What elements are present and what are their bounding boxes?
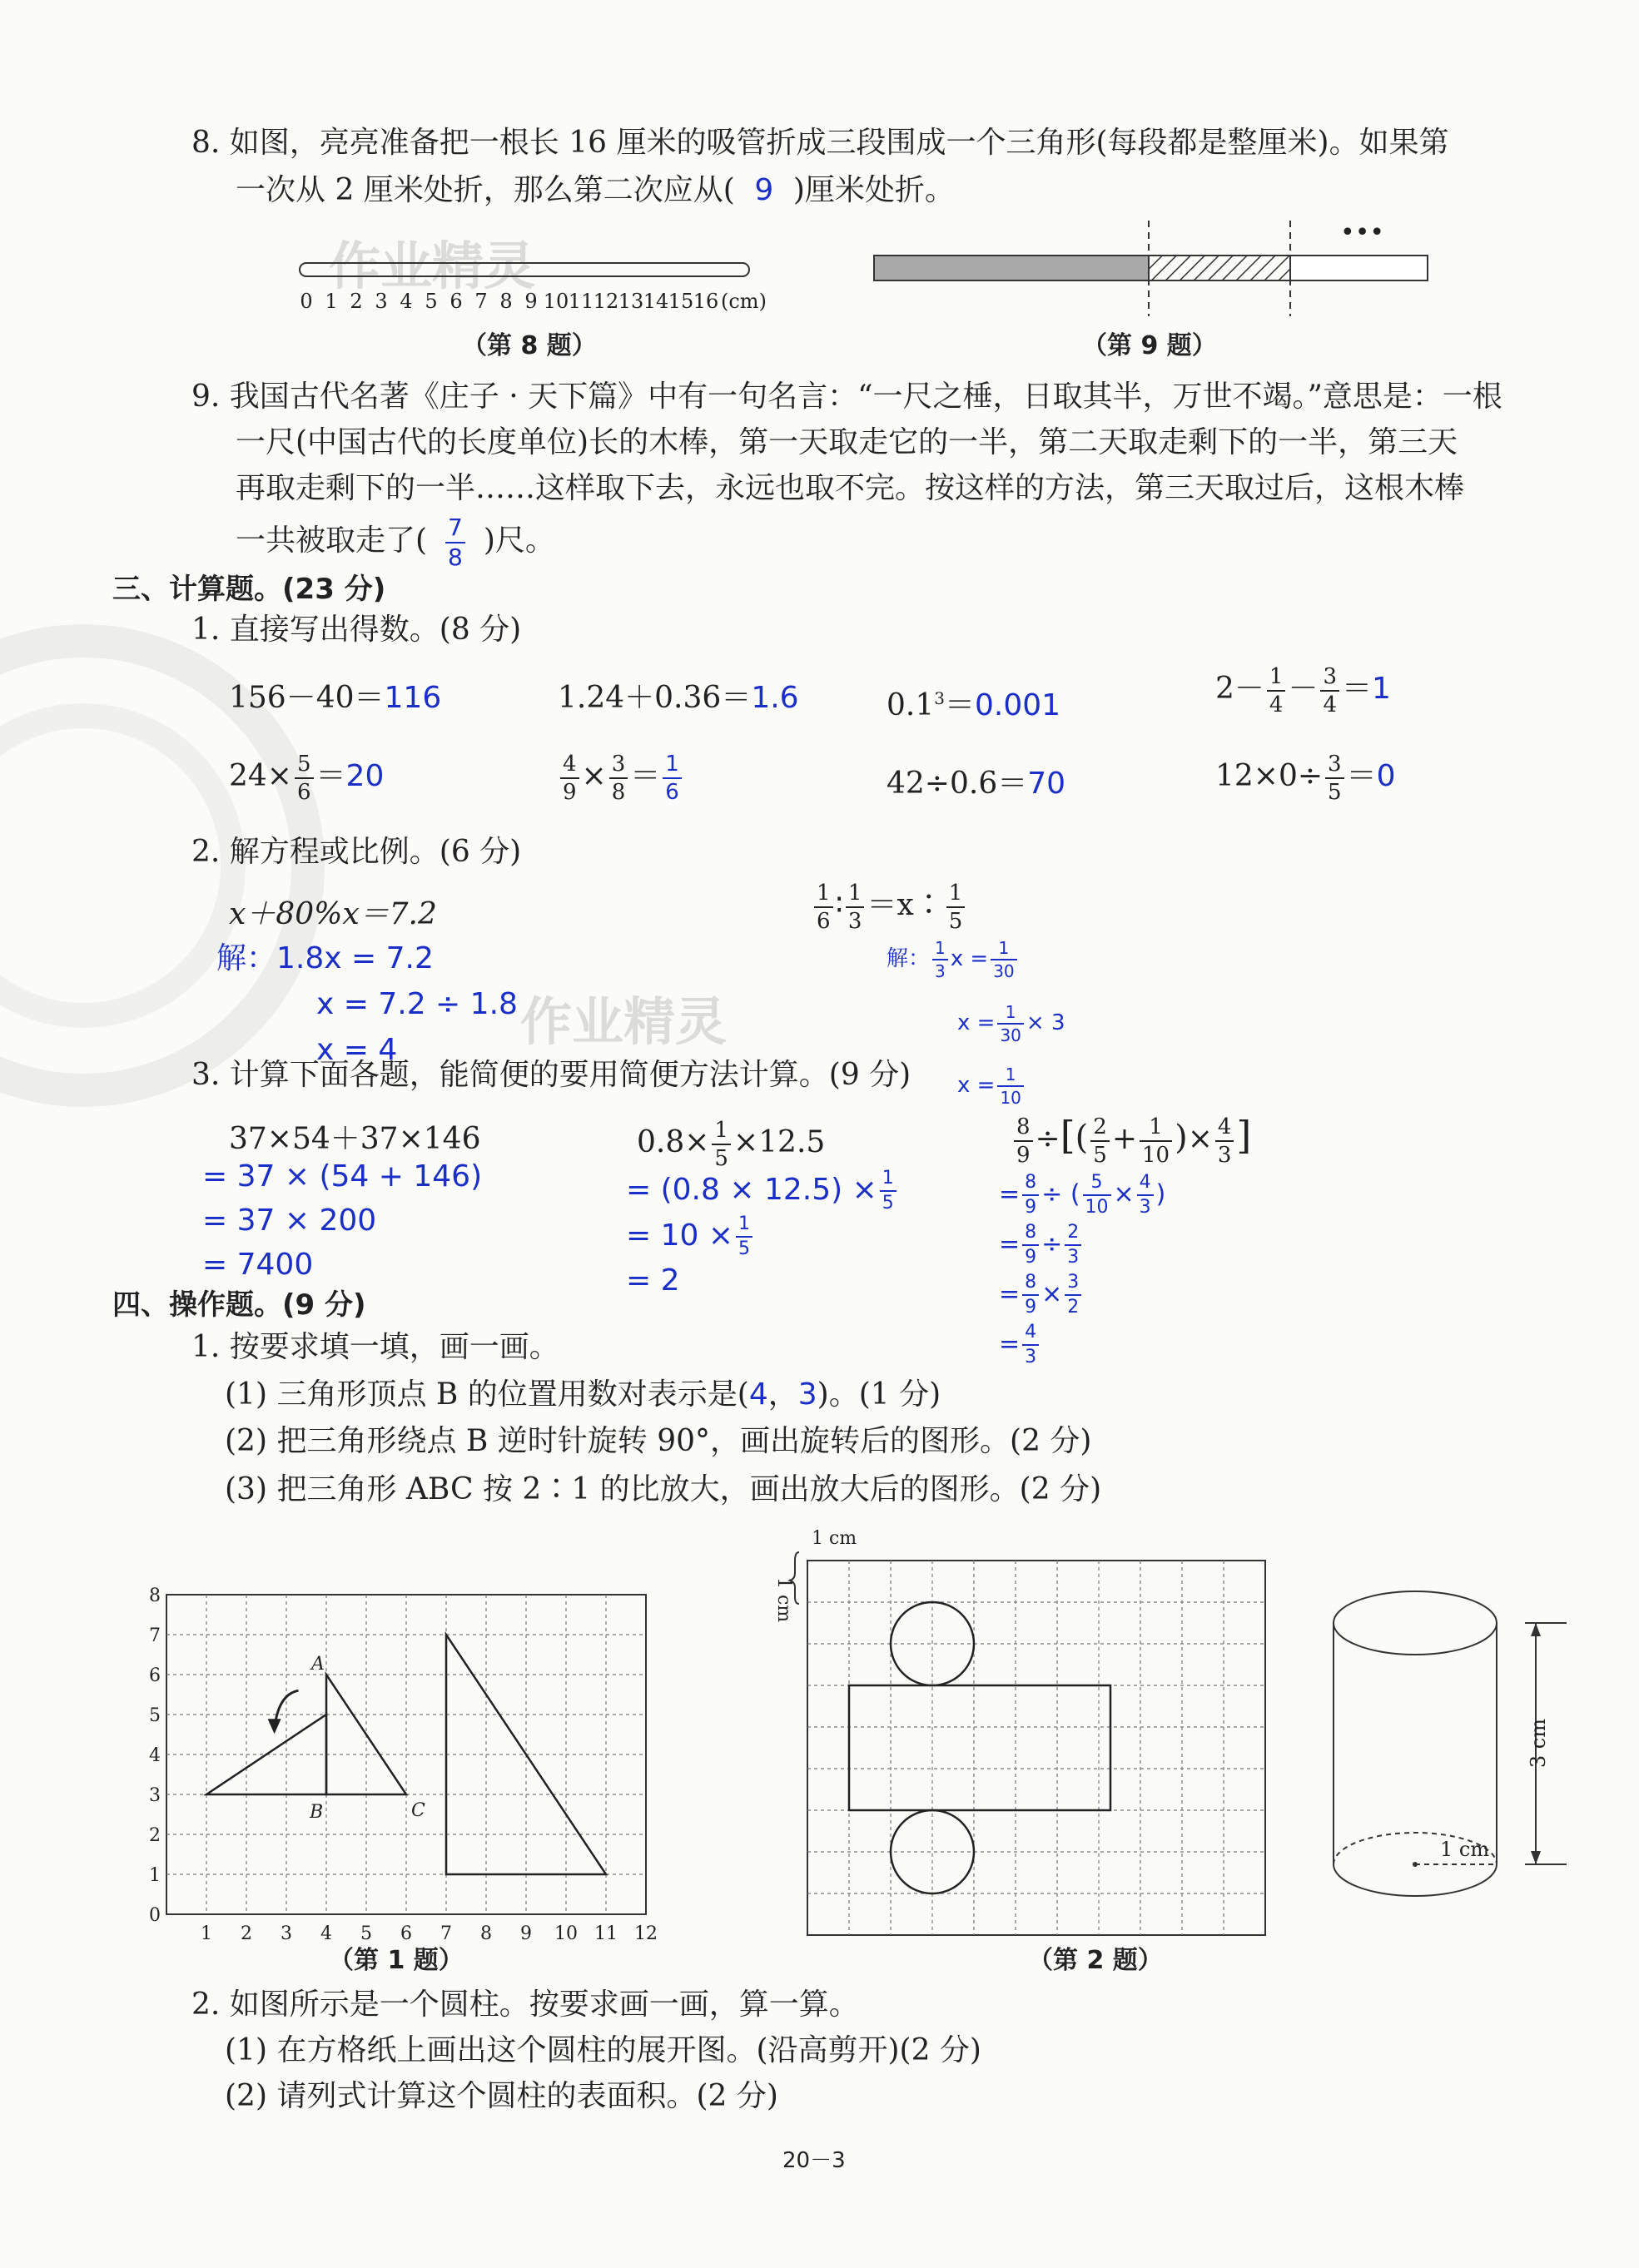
grid1-y-tick: 3 bbox=[149, 1785, 161, 1806]
q8-straw-figure bbox=[291, 250, 832, 333]
section3-title: 三、计算题。(23 分) bbox=[112, 573, 386, 606]
grid1-lines bbox=[166, 1595, 646, 1914]
ruler-tick-label: 4 bbox=[400, 290, 413, 313]
s3-p1-title: 1. 直接写出得数。(8 分) bbox=[191, 613, 522, 647]
calc3-3-step3: = $\frac{8}{9}$ × $\frac{3}{2}$ bbox=[999, 1273, 1084, 1317]
ruler-tick-label: 2 bbox=[350, 290, 363, 313]
calc-1-2-answer: 1.6 bbox=[751, 681, 799, 715]
grid2-unit-vertical: 1 cm bbox=[773, 1577, 794, 1623]
calc3-1-step2: = 37 × 200 bbox=[202, 1203, 377, 1238]
grid1-caption: （第 1 题） bbox=[329, 1946, 464, 1975]
ruler-tick-label: 8 bbox=[499, 290, 513, 313]
net-grid bbox=[762, 1527, 1294, 1927]
q9-line4-pre: 一共被取走了( bbox=[236, 524, 428, 558]
grid2-frame bbox=[807, 1561, 1265, 1935]
calc-1-3: $0.1^3=0.001$ bbox=[887, 688, 1061, 722]
watermark-text-2: 作业精灵 bbox=[520, 991, 728, 1052]
calc-1-1: 156－40＝116 bbox=[229, 681, 442, 715]
page-number: 20－3 bbox=[782, 2148, 846, 2173]
calc3-2-step1: = (0.8 × 12.5) × $\frac{1}{5}$ bbox=[626, 1169, 899, 1213]
grid1-y-tick: 4 bbox=[149, 1745, 161, 1766]
ruler-tick-label: 10 bbox=[543, 290, 569, 313]
s4-p1-title: 1. 按要求填一填，画一画。 bbox=[191, 1330, 559, 1364]
s3-p3-title: 3. 计算下面各题，能简便的要用简便方法计算。(9 分) bbox=[191, 1058, 911, 1092]
grid2-caption: （第 2 题） bbox=[1028, 1946, 1163, 1975]
ruler-tick-label: 3 bbox=[375, 290, 388, 313]
ruler-tick-label: 12 bbox=[593, 290, 619, 313]
grid1-x-tick: 2 bbox=[241, 1923, 252, 1944]
calc3-3-step2: = $\frac{8}{9}$ ÷ $\frac{2}{3}$ bbox=[999, 1223, 1084, 1267]
ruler-tick-label: 1 bbox=[325, 290, 338, 313]
grid1-labels bbox=[149, 1586, 658, 1944]
q8-line2 bbox=[236, 171, 955, 211]
bar-half-section bbox=[874, 256, 1149, 280]
q9-answer-fraction: $\frac{7}{8}$ bbox=[445, 516, 465, 569]
equation-1: x＋80%x＝7.2 bbox=[229, 897, 437, 931]
calc3-3-step1: = $\frac{8}{9}$ ÷ ( $\frac{5}{10}$ × $\frac{4}{3}$ ) bbox=[999, 1172, 1166, 1218]
calc3-2-step3: = 2 bbox=[626, 1263, 680, 1298]
calc-2-4: 12×0÷ $\frac{3}{5}$ ＝0 bbox=[1215, 752, 1396, 805]
s4-p1-2: (2) 把三角形绕点 B 逆时针旋转 90°，画出旋转后的图形。(2 分) bbox=[225, 1424, 1092, 1458]
grid1-x-tick: 10 bbox=[554, 1923, 578, 1944]
coord-answer-y: 3 bbox=[797, 1377, 817, 1412]
cylinder-height-label: 3 cm bbox=[1527, 1719, 1550, 1769]
calc-2-2: $\frac{4}{9}$ × $\frac{3}{8}$ ＝ $\frac{1}{6}$ bbox=[558, 753, 684, 803]
grid1-y-tick: 2 bbox=[149, 1825, 161, 1846]
ruler-tick-label: 16 bbox=[693, 290, 719, 313]
s4-p2-2: (2) 请列式计算这个圆柱的表面积。(2 分) bbox=[225, 2079, 778, 2113]
grid2-unit-horizontal: 1 cm bbox=[812, 1528, 857, 1549]
grid1-y-tick: 0 bbox=[149, 1905, 161, 1926]
ruler-tick-label: 6 bbox=[449, 290, 463, 313]
straw-shape bbox=[300, 263, 749, 276]
q9-line4-post: )尺。 bbox=[483, 524, 555, 558]
grid1-x-tick: 6 bbox=[400, 1923, 412, 1944]
equation-2-step3: x = $\frac{1}{10}$ bbox=[957, 1065, 1026, 1106]
q9-line4 bbox=[236, 516, 555, 569]
calc-2-1-answer: 20 bbox=[345, 759, 385, 793]
equation-1-step2: x = 7.2 ÷ 1.8 bbox=[316, 987, 518, 1021]
ruler-tick-label: 9 bbox=[524, 290, 538, 313]
calc-2-3: 42÷0.6＝70 bbox=[887, 767, 1066, 801]
q9-line2: 一尺(中国古代的长度单位)长的木棒，第一天取走它的一半，第二天取走剩下的一半，第三天 bbox=[236, 425, 1458, 459]
calc3-1-step3: = 7400 bbox=[202, 1248, 314, 1282]
grid1-x-tick: 11 bbox=[594, 1923, 618, 1944]
equation-1-step3: x = 4 bbox=[316, 1033, 398, 1067]
calc3-2-step2: = 10 × $\frac{1}{5}$ bbox=[626, 1215, 755, 1258]
cylinder-radius-label: 1 cm bbox=[1440, 1838, 1490, 1861]
calc3-2: 0.8× $\frac{1}{5}$ ×12.5 bbox=[637, 1118, 826, 1171]
ruler-unit-label: (cm) bbox=[721, 290, 767, 313]
calc-1-4-answer: 1 bbox=[1372, 672, 1391, 706]
q9-line1: 9. 我国古代名著《庄子 · 天下篇》中有一句名言：“一尺之棰，日取其半，万世不竭。”意思是：一根 bbox=[191, 380, 1502, 414]
s4-p1-1: (1) 三角形顶点 B 的位置用数对表示是(4，3)。(1 分) bbox=[225, 1377, 941, 1412]
coord-answer-x: 4 bbox=[748, 1377, 768, 1412]
bar-quarter-section bbox=[1149, 256, 1290, 280]
ruler-tick-label: 15 bbox=[668, 290, 694, 313]
grid1-x-tick: 12 bbox=[634, 1923, 658, 1944]
ruler-tick-label: 13 bbox=[618, 290, 644, 313]
grid1-x-tick: 7 bbox=[440, 1923, 452, 1944]
grid1-y-tick: 1 bbox=[149, 1865, 161, 1886]
grid1-x-tick: 5 bbox=[360, 1923, 372, 1944]
calc-1-4: 2－ $\frac{1}{4}$ － $\frac{3}{4}$ ＝1 bbox=[1215, 664, 1391, 717]
label-c: C bbox=[411, 1800, 425, 1821]
watermark-text: 作业精灵 bbox=[329, 236, 536, 296]
q9-caption: （第 9 题） bbox=[1082, 331, 1217, 360]
cylinder-top bbox=[1334, 1591, 1497, 1655]
s3-p2-title: 2. 解方程或比例。(6 分) bbox=[191, 835, 522, 869]
ruler-tick-label: 14 bbox=[643, 290, 669, 313]
q8-caption: （第 8 题） bbox=[462, 331, 597, 360]
ruler-tick-label: 7 bbox=[474, 290, 488, 313]
grid1-x-tick: 1 bbox=[201, 1923, 212, 1944]
bar-remaining-section bbox=[1290, 256, 1428, 280]
q9-line3: 再取走剩下的一半……这样取下去，永远也取不完。按这样的方法，第三天取过后，这根木棒 bbox=[236, 471, 1465, 505]
q8-line2-post: )厘米处折。 bbox=[792, 173, 955, 207]
calc-2-2-answer: $\frac{1}{6}$ bbox=[663, 753, 682, 803]
grid1-y-tick: 5 bbox=[149, 1705, 161, 1726]
q8-line1: 8. 如图，亮亮准备把一根长 16 厘米的吸管折成三段围成一个三角形(每段都是整厘米)。如果第 bbox=[191, 126, 1449, 160]
grid1-y-tick: 8 bbox=[149, 1586, 161, 1606]
coordinate-grid bbox=[133, 1556, 674, 1944]
grid2-lines bbox=[807, 1561, 1265, 1935]
ruler-tick-label: 0 bbox=[300, 290, 313, 313]
q8-answer: 9 bbox=[754, 173, 774, 207]
calc3-1-step1: = 37 × (54 + 146) bbox=[202, 1159, 483, 1194]
grid1-x-tick: 4 bbox=[320, 1923, 332, 1944]
label-a: A bbox=[311, 1654, 325, 1675]
calc-2-3-answer: 70 bbox=[1027, 767, 1066, 801]
calc-2-4-answer: 0 bbox=[1376, 759, 1396, 793]
section4-title: 四、操作题。(9 分) bbox=[112, 1288, 366, 1322]
calc-1-3-answer: 0.001 bbox=[975, 688, 1061, 722]
ruler-tick-label: 11 bbox=[568, 290, 594, 313]
grid1-x-tick: 8 bbox=[480, 1923, 492, 1944]
rotation-arrowhead bbox=[268, 1719, 281, 1734]
ruler-tick-labels bbox=[300, 290, 767, 313]
calc-1-1-answer: 116 bbox=[384, 681, 442, 715]
equation-2-step2: x = $\frac{1}{30}$ × 3 bbox=[957, 1001, 1065, 1045]
ruler-tick-label: 5 bbox=[425, 290, 438, 313]
label-b: B bbox=[310, 1802, 324, 1823]
s4-p2-1: (1) 在方格纸上画出这个圆柱的展开图。(沿高剪开)(2 分) bbox=[225, 2033, 981, 2067]
cylinder-figure bbox=[1332, 1581, 1582, 1914]
calc-2-1: 24× $\frac{5}{6}$ ＝20 bbox=[229, 752, 385, 805]
s4-p1-3: (3) 把三角形 ABC 按 2∶1 的比放大，画出放大后的图形。(2 分) bbox=[225, 1472, 1102, 1506]
grid1-y-tick: 7 bbox=[149, 1625, 161, 1646]
equation-1-step1: 解：1.8x = 7.2 bbox=[216, 941, 434, 975]
net-rectangle bbox=[849, 1685, 1110, 1810]
bar-dots: ••• bbox=[1340, 218, 1385, 247]
equation-2-step1: 解： $\frac{1}{3}$ x = $\frac{1}{30}$ bbox=[887, 939, 1020, 980]
grid1-x-tick: 3 bbox=[281, 1923, 292, 1944]
s4-p2-title: 2. 如图所示是一个圆柱。按要求画一画，算一算。 bbox=[191, 1988, 859, 2022]
equation-2: $\frac{1}{6}$ ∶ $\frac{1}{3}$ ＝x∶ $\frac{1}{5}$ bbox=[812, 882, 967, 932]
grid1-x-tick: 9 bbox=[520, 1923, 532, 1944]
calc3-1: 37×54＋37×146 bbox=[229, 1122, 481, 1156]
calc3-3-step4: = $\frac{4}{3}$ bbox=[999, 1323, 1041, 1367]
q8-line2-pre: 一次从 2 厘米处折，那么第二次应从( bbox=[236, 173, 735, 207]
calc-1-2: 1.24＋0.36＝1.6 bbox=[558, 681, 799, 715]
q9-bar-figure bbox=[866, 212, 1448, 320]
calc3-3: $\frac{8}{9}$ ÷[( $\frac{2}{5}$ + $\frac{1}{10}$ )× $\frac{4}{3}$ ] bbox=[1011, 1115, 1251, 1166]
grid1-y-tick: 6 bbox=[149, 1665, 161, 1686]
